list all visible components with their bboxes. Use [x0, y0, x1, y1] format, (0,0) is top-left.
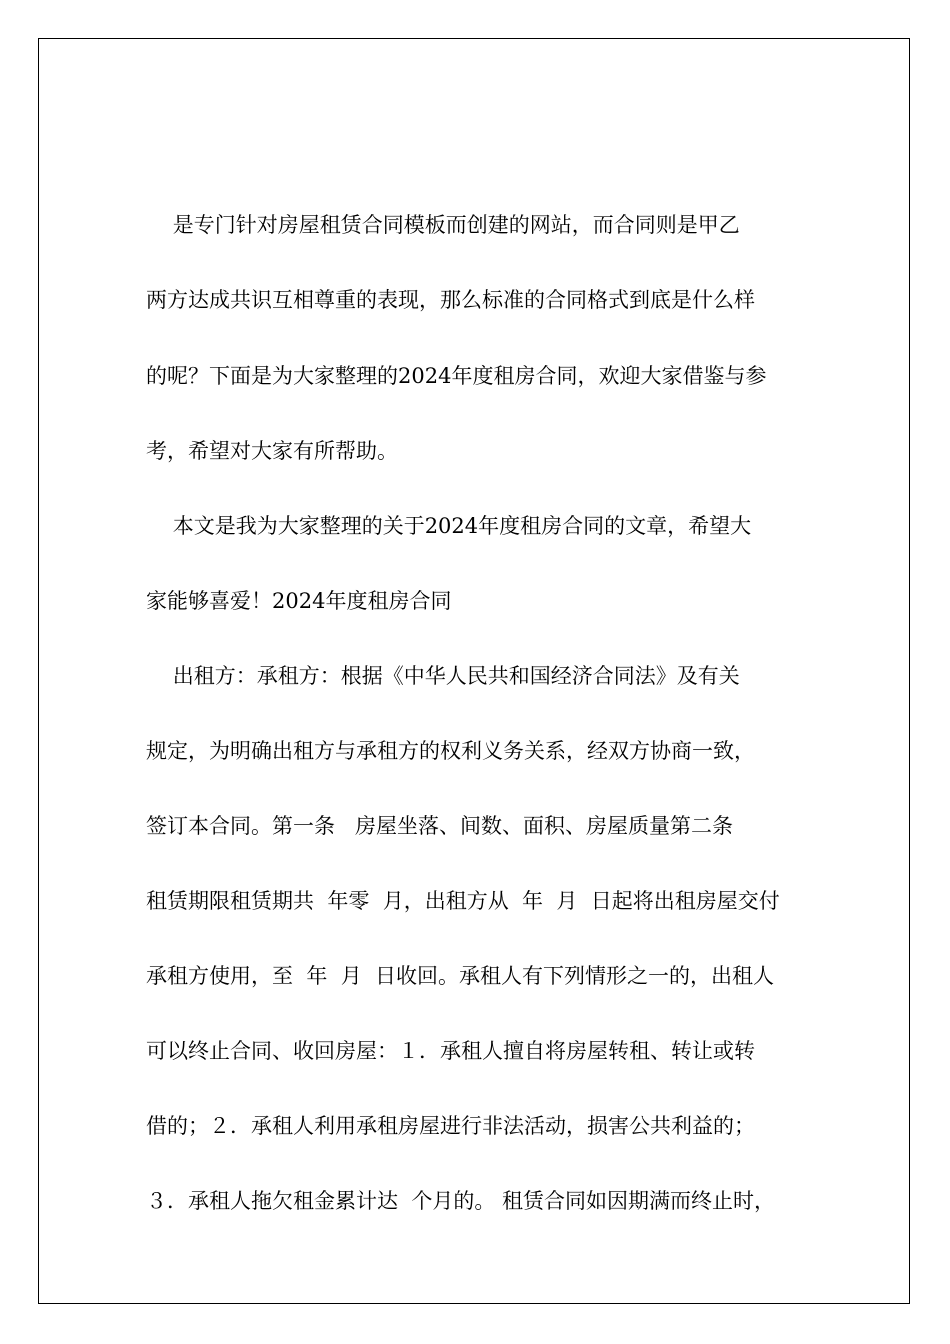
text-line: 家能够喜爱！2024年度租房合同 [146, 589, 452, 613]
text-line: 签订本合同。第一条 房屋坐落、间数、面积、房屋质量第二条 [146, 814, 734, 838]
text-line: 可以终止合同、收回房屋：１．承租人擅自将房屋转租、转让或转 [146, 1039, 755, 1063]
text-line: 租赁期限租赁期共 年零 月，出租方从 年 月 日起将出租房屋交付 [146, 889, 780, 913]
text-line: 本文是我为大家整理的关于2024年度租房合同的文章，希望大 [146, 514, 752, 538]
text-line: 规定，为明确出租方与承租方的权利义务关系，经双方协商一致， [146, 739, 755, 763]
text-line: 承租方使用，至 年 月 日收回。承租人有下列情形之一的，出租人 [146, 964, 775, 988]
text-line: 借的；２．承租人利用承租房屋进行非法活动，损害公共利益的； [146, 1114, 755, 1138]
text-line: 的呢？下面是为大家整理的2024年度租房合同，欢迎大家借鉴与参 [146, 364, 767, 388]
text-line: ３．承租人拖欠租金累计达 个月的。 租赁合同如因期满而终止时， [146, 1189, 776, 1213]
text-line: 出租方：承租方：根据《中华人民共和国经济合同法》及有关 [146, 664, 740, 688]
text-line: 是专门针对房屋租赁合同模板而创建的网站，而合同则是甲乙 [146, 213, 740, 237]
text-line: 两方达成共识互相尊重的表现，那么标准的合同格式到底是什么样 [146, 288, 755, 312]
text-line: 考，希望对大家有所帮助。 [146, 439, 398, 463]
